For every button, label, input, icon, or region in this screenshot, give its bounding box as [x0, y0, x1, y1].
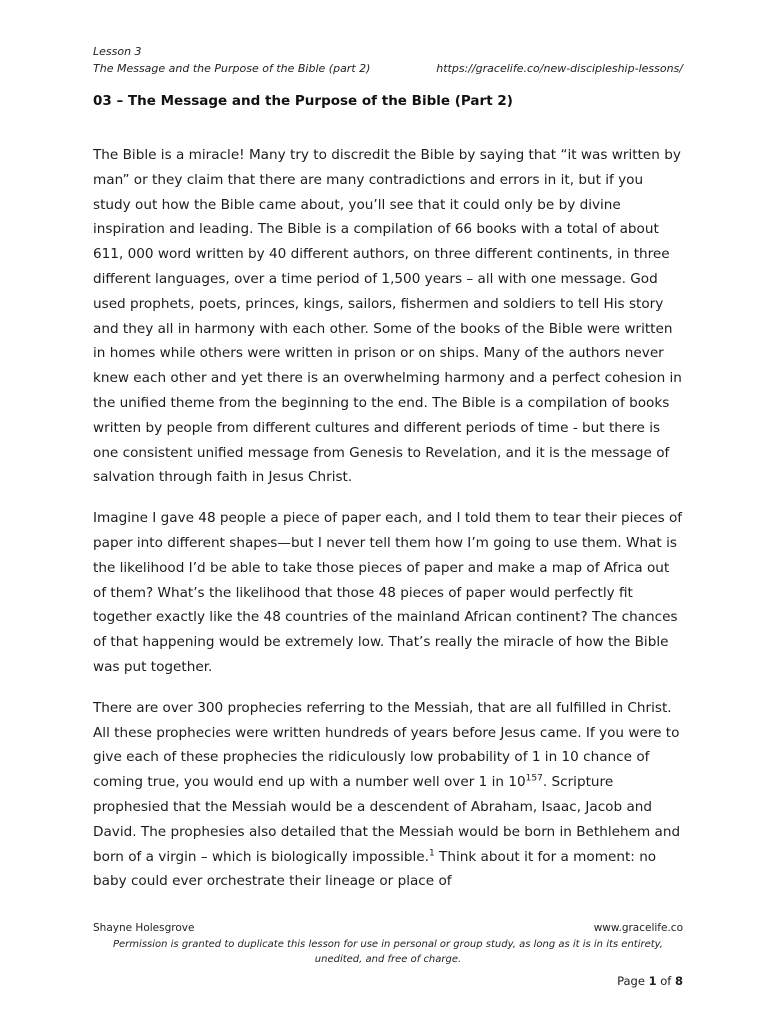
page-current: 1 — [648, 974, 657, 988]
paragraph-3-part-c: Think about it for a moment: no baby could ever orchestrate their lineage or place of — [93, 848, 657, 890]
footer-row — [93, 921, 683, 936]
paragraph-3-part-a: There are over 300 prophecies referring to the Messiah, that are all fulfilled in Christ. All these prophecies were written hundreds of years before Jesus came. If you were to give each of these prophecies the ridiculously low probability of 1 in 10 chance of coming true, you would end up with a number well over 1 in 10 — [93, 699, 680, 791]
document-title: 03 – The Message and the Purpose of the Bible (Part 2) — [93, 93, 513, 109]
footnote-marker[interactable]: 1 — [428, 847, 435, 858]
lesson-label: Lesson 3 — [93, 45, 142, 58]
page-total: 8 — [674, 974, 683, 988]
paragraph-3-part-b: . Scripture prophesied that the Messiah would be a descendent of Abraham, Isaac, Jacob and David. The prophesies also detailed that the Messiah would be born in Bethlehem and born of a virgin – which is biologically impossible. — [93, 774, 681, 865]
page-of: of — [660, 974, 672, 988]
lesson-url[interactable]: https://gracelife.co/new-discipleship-lessons/ — [436, 62, 683, 75]
permission-notice: Permission is granted to duplicate this lesson for use in personal or group study, as long as it is in its entirety, unedited, and free of charge. — [113, 939, 663, 965]
footer-site[interactable]: www.gracelife.co — [593, 922, 683, 934]
page-header — [93, 43, 683, 77]
paragraph-2: Imagine I gave 48 people a piece of paper each, and I told them to tear their pieces of paper into different shapes—but I never tell them how I’m going to use them. What is the likelihood I’d be able to take those pieces of paper and make a map of Africa out of them? What’s the likelihood that those 48 pieces of paper would perfectly fit together exactly like the 48 countries of the mainland African continent? The chances of that happening would be extremely low. That’s really the miracle of how the Bible was put together. — [93, 510, 683, 675]
footer-author: Shayne Holesgrove — [93, 922, 195, 934]
page-number — [93, 974, 683, 988]
paragraph-1: The Bible is a miracle! Many try to discredit the Bible by saying that “it was written by man” or they claim that there are many contradictions and errors in it, but if you study out how the Bible came about, you’ll see that it could only be by divine inspiration and leading. The Bible is a compilation of 66 books with a total of about 611, 000 word written by 40 different authors, on three different continents, in three different languages, over a time period of 1,500 years – all with one message. God used prophets, poets, princes, kings, sailors, fishermen and soldiers to tell His story and they all in harmony with each other. Some of the books of the Bible were written in homes while others were written in prison or on ships. Many of the authors never knew each other and yet there is an overwhelming harmony and a perfect cohesion in the unified theme from the beginning to the end. The Bible is a compilation of books written by people from different cultures and different periods of time - but there is one consistent unified message from Genesis to Revelation, and it is the message of salvation through faith in Jesus Christ. — [93, 147, 682, 486]
lesson-subtitle: The Message and the Purpose of the Bible (part 2) — [93, 62, 371, 75]
document-body — [93, 143, 685, 910]
header-row — [93, 60, 683, 77]
page-footer — [93, 921, 683, 988]
exponent: 157 — [525, 773, 543, 784]
paragraph-3 — [93, 696, 685, 894]
page-word: Page — [617, 974, 645, 988]
